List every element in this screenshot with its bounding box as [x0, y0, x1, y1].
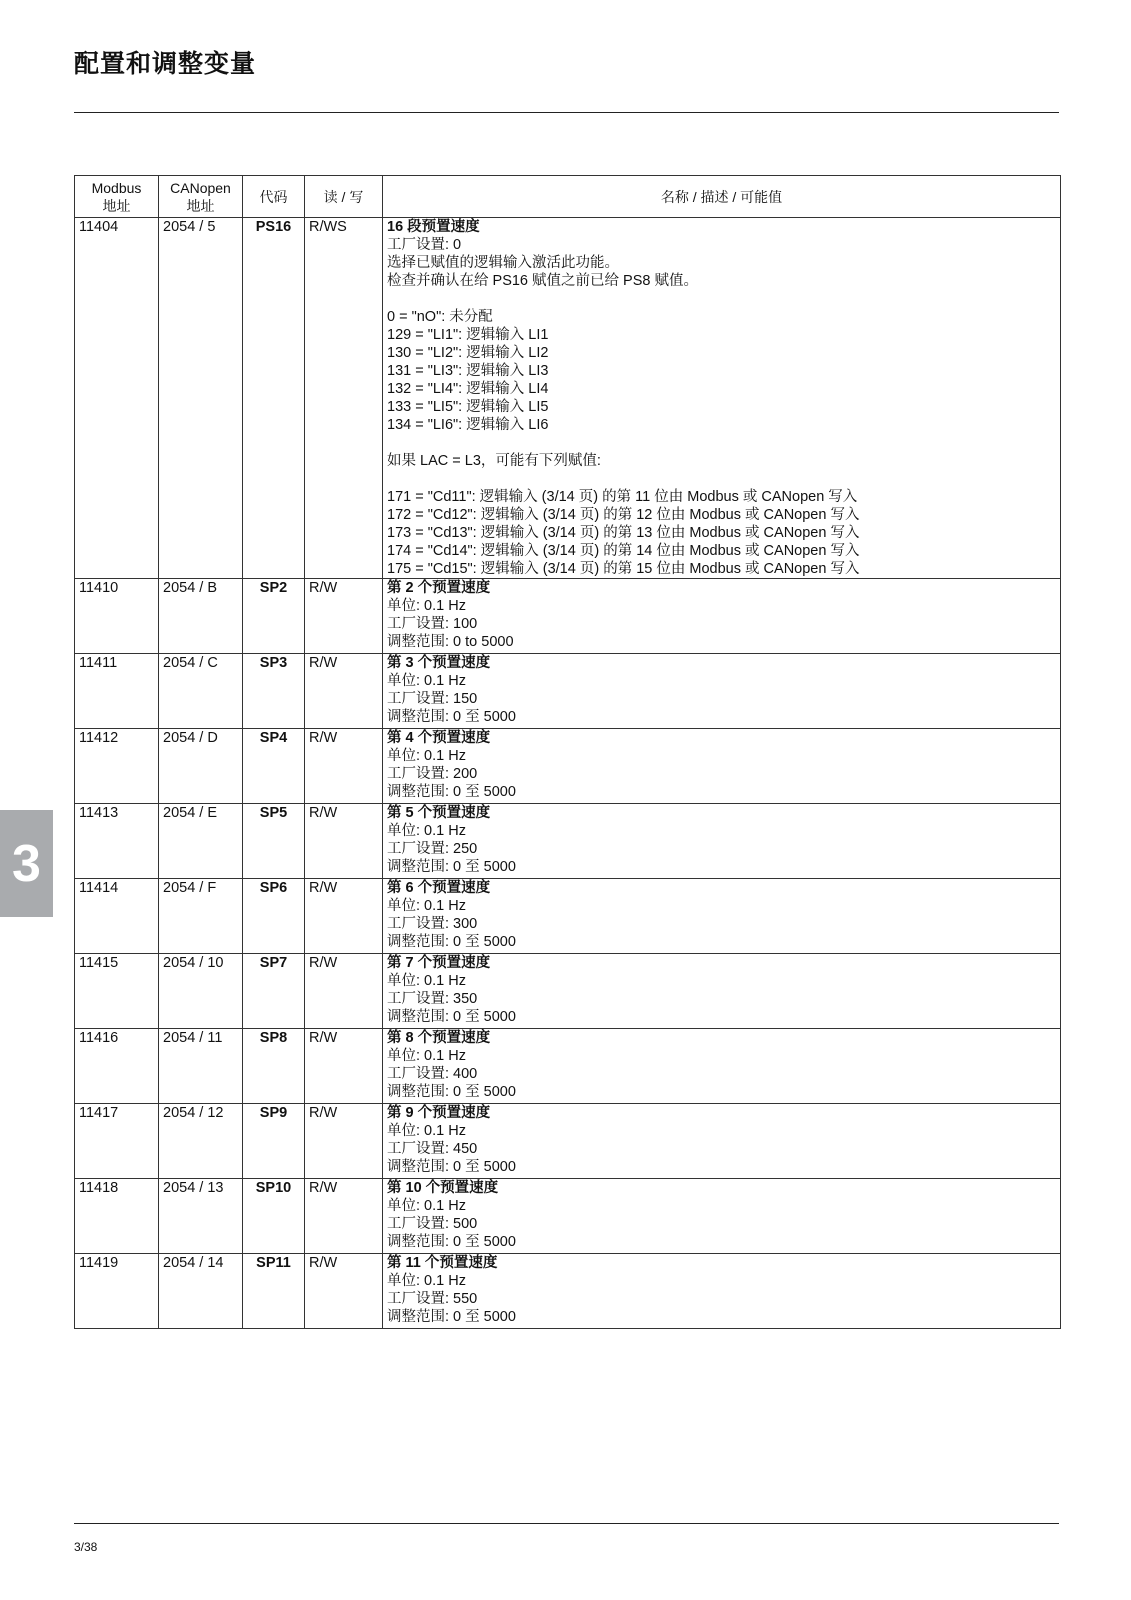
access-mode: R/W — [305, 1029, 383, 1104]
modbus-address: 11404 — [75, 218, 159, 579]
canopen-address: 2054 / E — [159, 804, 243, 879]
description-line: 单位: 0.1 Hz — [387, 1123, 466, 1139]
parameter-title: 第 6 个预置速度 — [387, 880, 491, 896]
canopen-address: 2054 / F — [159, 879, 243, 954]
parameter-description — [383, 804, 1061, 879]
access-mode: R/W — [305, 1104, 383, 1179]
access-mode: R/W — [305, 804, 383, 879]
parameter-code: PS16 — [243, 218, 305, 579]
parameter-description — [383, 1179, 1061, 1254]
parameter-description — [383, 1029, 1061, 1104]
table-row — [75, 654, 1061, 729]
canopen-address: 2054 / 5 — [159, 218, 243, 579]
description-line: 单位: 0.1 Hz — [387, 598, 466, 614]
description-line: 调整范围: 0 至 5000 — [387, 934, 516, 950]
description-line: 工厂设置: 350 — [387, 991, 478, 1007]
header-code: 代码 — [243, 176, 305, 218]
canopen-address: 2054 / D — [159, 729, 243, 804]
chapter-tab: 3 — [0, 810, 53, 917]
description-line: 单位: 0.1 Hz — [387, 823, 466, 839]
page-number: 3/38 — [74, 1540, 98, 1554]
description-line: 131 = "LI3": 逻辑输入 LI3 — [387, 363, 549, 379]
parameter-code: SP3 — [243, 654, 305, 729]
description-line: 134 = "LI6": 逻辑输入 LI6 — [387, 417, 549, 433]
description-line: 0 = "nO": 未分配 — [387, 309, 493, 325]
parameter-code: SP7 — [243, 954, 305, 1029]
parameter-code: SP9 — [243, 1104, 305, 1179]
desc-block-assignments — [387, 308, 1056, 434]
description-line: 171 = "Cd11": 逻辑输入 (3/14 页) 的第 11 位由 Modbus 或 CANopen 写入 — [387, 489, 858, 505]
parameter-description — [383, 654, 1061, 729]
table-row — [75, 804, 1061, 879]
description-line: 检查并确认在给 PS16 赋值之前已给 PS8 赋值。 — [387, 273, 698, 289]
canopen-address: 2054 / B — [159, 579, 243, 654]
description-line: 133 = "LI5": 逻辑输入 LI5 — [387, 399, 549, 415]
canopen-address: 2054 / 10 — [159, 954, 243, 1029]
parameter-description — [383, 579, 1061, 654]
parameter-title: 第 3 个预置速度 — [387, 655, 491, 671]
modbus-address: 11414 — [75, 879, 159, 954]
description-line: 调整范围: 0 to 5000 — [387, 634, 514, 650]
desc-block-settings — [387, 236, 1056, 290]
table-row — [75, 579, 1061, 654]
modbus-address: 11415 — [75, 954, 159, 1029]
parameter-title: 第 7 个预置速度 — [387, 955, 491, 971]
description-line: 174 = "Cd14": 逻辑输入 (3/14 页) 的第 14 位由 Modbus 或 CANopen 写入 — [387, 543, 860, 559]
access-mode: R/WS — [305, 218, 383, 579]
table-row — [75, 1179, 1061, 1254]
description-line: 调整范围: 0 至 5000 — [387, 709, 516, 725]
table-row — [75, 1029, 1061, 1104]
parameter-code: SP2 — [243, 579, 305, 654]
table-row — [75, 954, 1061, 1029]
description-line: 调整范围: 0 至 5000 — [387, 859, 516, 875]
table-header-row — [75, 176, 1061, 218]
description-line: 选择已赋值的逻辑输入激活此功能。 — [387, 255, 619, 271]
modbus-address: 11416 — [75, 1029, 159, 1104]
parameter-description — [383, 729, 1061, 804]
access-mode: R/W — [305, 579, 383, 654]
description-line: 工厂设置: 500 — [387, 1216, 478, 1232]
modbus-address: 11419 — [75, 1254, 159, 1329]
description-line: 调整范围: 0 至 5000 — [387, 1309, 516, 1325]
parameter-code: SP6 — [243, 879, 305, 954]
description-line: 单位: 0.1 Hz — [387, 898, 466, 914]
modbus-address: 11412 — [75, 729, 159, 804]
access-mode: R/W — [305, 879, 383, 954]
description-line: 调整范围: 0 至 5000 — [387, 1009, 516, 1025]
description-line: 单位: 0.1 Hz — [387, 1273, 466, 1289]
description-line: 调整范围: 0 至 5000 — [387, 1234, 516, 1250]
parameter-title: 第 5 个预置速度 — [387, 805, 491, 821]
parameter-title: 16 段预置速度 — [387, 219, 480, 235]
parameter-code: SP5 — [243, 804, 305, 879]
desc-block-condition — [387, 452, 1056, 470]
description-line: 172 = "Cd12": 逻辑输入 (3/14 页) 的第 12 位由 Modbus 或 CANopen 写入 — [387, 507, 860, 523]
access-mode: R/W — [305, 654, 383, 729]
canopen-address: 2054 / 14 — [159, 1254, 243, 1329]
canopen-address: 2054 / 13 — [159, 1179, 243, 1254]
parameter-description — [383, 218, 1061, 579]
table-row — [75, 879, 1061, 954]
description-line: 工厂设置: 300 — [387, 916, 478, 932]
parameter-title: 第 4 个预置速度 — [387, 730, 491, 746]
access-mode: R/W — [305, 729, 383, 804]
description-line: 调整范围: 0 至 5000 — [387, 1084, 516, 1100]
header-description: 名称 / 描述 / 可能值 — [383, 176, 1061, 218]
table-row — [75, 218, 1061, 579]
canopen-address: 2054 / 12 — [159, 1104, 243, 1179]
modbus-address: 11418 — [75, 1179, 159, 1254]
description-line: 173 = "Cd13": 逻辑输入 (3/14 页) 的第 13 位由 Modbus 或 CANopen 写入 — [387, 525, 860, 541]
desc-block-lac-assignments — [387, 488, 1056, 578]
description-line: 132 = "LI4": 逻辑输入 LI4 — [387, 381, 549, 397]
parameter-code: SP8 — [243, 1029, 305, 1104]
description-line: 调整范围: 0 至 5000 — [387, 784, 516, 800]
modbus-address: 11410 — [75, 579, 159, 654]
description-line: 129 = "LI1": 逻辑输入 LI1 — [387, 327, 549, 343]
table-row — [75, 1104, 1061, 1179]
description-line: 工厂设置: 400 — [387, 1066, 478, 1082]
header-divider — [74, 112, 1059, 113]
access-mode: R/W — [305, 954, 383, 1029]
parameter-description — [383, 954, 1061, 1029]
description-line: 175 = "Cd15": 逻辑输入 (3/14 页) 的第 15 位由 Modbus 或 CANopen 写入 — [387, 561, 860, 577]
parameter-code: SP10 — [243, 1179, 305, 1254]
parameter-description — [383, 1254, 1061, 1329]
parameter-description — [383, 1104, 1061, 1179]
table-row — [75, 1254, 1061, 1329]
description-line: 单位: 0.1 Hz — [387, 1198, 466, 1214]
parameter-title: 第 10 个预置速度 — [387, 1180, 499, 1196]
header-read-write: 读 / 写 — [305, 176, 383, 218]
description-line: 单位: 0.1 Hz — [387, 973, 466, 989]
description-line: 调整范围: 0 至 5000 — [387, 1159, 516, 1175]
description-line: 工厂设置: 550 — [387, 1291, 478, 1307]
table-row — [75, 729, 1061, 804]
description-line: 工厂设置: 450 — [387, 1141, 478, 1157]
canopen-address: 2054 / C — [159, 654, 243, 729]
page-title: 配置和调整变量 — [74, 49, 257, 78]
parameter-title: 第 9 个预置速度 — [387, 1105, 491, 1121]
footer-divider — [74, 1523, 1059, 1524]
description-line: 单位: 0.1 Hz — [387, 1048, 466, 1064]
header-modbus-address: Modbus 地址 — [75, 176, 159, 218]
description-line: 130 = "LI2": 逻辑输入 LI2 — [387, 345, 549, 361]
canopen-address: 2054 / 11 — [159, 1029, 243, 1104]
parameter-title: 第 11 个预置速度 — [387, 1255, 498, 1271]
parameter-description — [383, 879, 1061, 954]
description-line: 工厂设置: 200 — [387, 766, 478, 782]
parameter-title: 第 8 个预置速度 — [387, 1030, 491, 1046]
description-line: 工厂设置: 150 — [387, 691, 478, 707]
parameter-table — [74, 175, 1061, 1329]
parameter-code: SP11 — [243, 1254, 305, 1329]
header-canopen-address: CANopen 地址 — [159, 176, 243, 218]
modbus-address: 11413 — [75, 804, 159, 879]
access-mode: R/W — [305, 1254, 383, 1329]
parameter-code: SP4 — [243, 729, 305, 804]
modbus-address: 11417 — [75, 1104, 159, 1179]
description-line: 工厂设置: 100 — [387, 616, 478, 632]
description-line: 单位: 0.1 Hz — [387, 748, 466, 764]
description-line: 工厂设置: 250 — [387, 841, 478, 857]
description-line: 如果 LAC = L3，可能有下列赋值: — [387, 453, 601, 469]
description-line: 单位: 0.1 Hz — [387, 673, 466, 689]
access-mode: R/W — [305, 1179, 383, 1254]
parameter-title: 第 2 个预置速度 — [387, 580, 491, 596]
modbus-address: 11411 — [75, 654, 159, 729]
description-line: 工厂设置: 0 — [387, 237, 462, 253]
